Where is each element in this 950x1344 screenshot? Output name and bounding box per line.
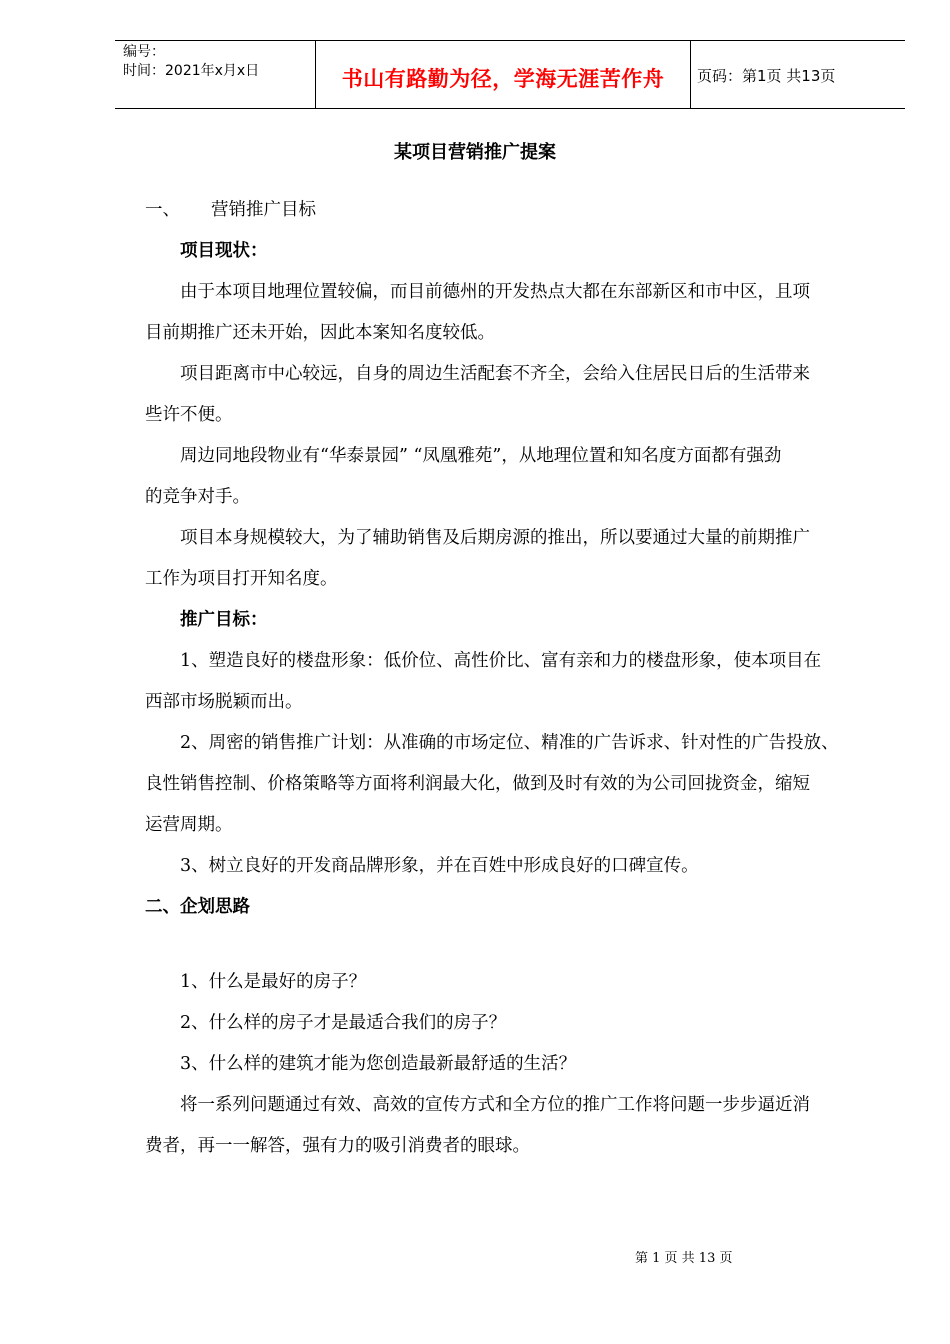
time-label: 时间：2021年x月x日: [123, 63, 260, 79]
summary-line: 将一系列问题通过有效、高效的宣传方式和全方位的推广工作将问题一步步逼近消: [180, 1095, 810, 1115]
section1-title: 营销推广目标: [211, 200, 316, 220]
header-page-info: 页码：第1页 共13页: [697, 67, 836, 85]
document-body: [145, 190, 895, 1167]
section1-number: 一、: [145, 200, 180, 220]
page-header: [115, 40, 905, 109]
question-line: 2、什么样的房子才是最适合我们的房子？: [180, 1013, 507, 1033]
goal-line: 良性销售控制、价格策略等方面将利润最大化，做到及时有效的为公司回拢资金，缩短: [145, 774, 810, 794]
header-meta: [123, 43, 313, 106]
goal-heading: 推广目标：: [180, 610, 268, 630]
paragraph-line: 由于本项目地理位置较偏，而目前德州的开发热点大都在东部新区和市中区，且项: [180, 282, 810, 302]
header-motto: 书山有路勤为径，学海无涯苦作舟: [341, 67, 665, 91]
paragraph-line: 工作为项目打开知名度。: [145, 569, 338, 589]
paragraph-line: 项目距离市中心较远，自身的周边生活配套不齐全，会给入住居民日后的生活带来: [180, 364, 810, 384]
document-title: 某项目营销推广提案: [394, 142, 556, 163]
section1-heading: [145, 190, 895, 231]
summary-line: 费者，再一一解答，强有力的吸引消费者的眼球。: [145, 1136, 530, 1156]
section2-heading: 二、企划思路: [145, 897, 250, 917]
goal-line: 3、树立良好的开发商品牌形象，并在百姓中形成良好的口碑宣传。: [180, 856, 699, 876]
question-line: 3、什么样的建筑才能为您创造最新最舒适的生活？: [180, 1054, 577, 1074]
spacer: [145, 928, 895, 962]
goal-line: 西部市场脱颖而出。: [145, 692, 303, 712]
question-line: 1、什么是最好的房子？: [180, 972, 367, 992]
paragraph-line: 周边同地段物业有“华泰景园” “凤凰雅苑”，从地理位置和知名度方面都有强劲: [180, 446, 782, 466]
paragraph-line: 目前期推广还未开始，因此本案知名度较低。: [145, 323, 495, 343]
status-heading: 项目现状：: [180, 241, 268, 261]
number-label: 编号：: [123, 44, 165, 60]
paragraph-line: 些许不便。: [145, 405, 233, 425]
header-motto-cell: [315, 41, 691, 108]
page-footer: 第 1 页 共 13 页: [635, 1251, 733, 1266]
goal-line: 运营周期。: [145, 815, 233, 835]
goal-line: 2、周密的销售推广计划：从准确的市场定位、精准的广告诉求、针对性的广告投放、: [180, 733, 839, 753]
paragraph-line: 项目本身规模较大，为了辅助销售及后期房源的推出，所以要通过大量的前期推广: [180, 528, 810, 548]
paragraph-line: 的竞争对手。: [145, 487, 250, 507]
goal-line: 1、塑造良好的楼盘形象：低价位、高性价比、富有亲和力的楼盘形象，使本项目在: [180, 651, 822, 671]
